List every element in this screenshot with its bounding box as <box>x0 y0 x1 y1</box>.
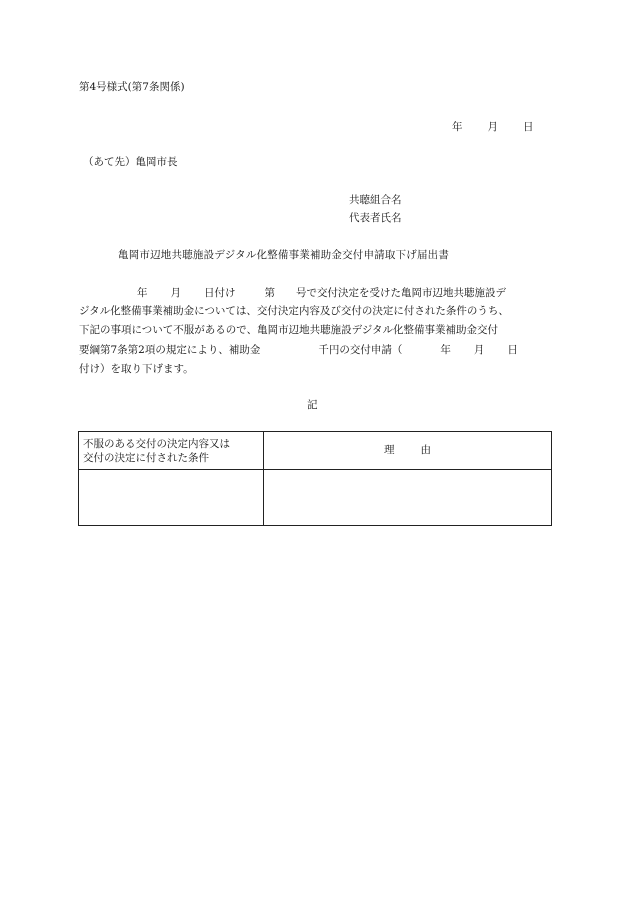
body-line-4-day: 日 <box>507 344 518 356</box>
date-year: 年 <box>452 121 463 133</box>
body-line-4-part1: 要綱第7条第2項の規定により、補助金 <box>79 344 261 356</box>
date-day: 日 <box>523 121 534 133</box>
header-objection-line2: 交付の決定に付された条件 <box>83 451 209 464</box>
body-number-prefix: 第 <box>264 287 275 299</box>
table-header-row <box>79 432 552 470</box>
header-reason-2: 由 <box>420 444 431 457</box>
body-line-4 <box>79 345 518 356</box>
header-objection-cell <box>79 432 264 470</box>
objection-input-cell[interactable] <box>79 470 264 526</box>
ki-heading: 記 <box>307 399 318 411</box>
body-line-4-month: 月 <box>473 344 485 356</box>
table-row <box>79 470 552 526</box>
body-line-1-rest: 号で交付決定を受けた亀岡市辺地共聴施設デ <box>296 287 506 299</box>
document-title: 亀岡市辺地共聴施設デジタル化整備事業補助金交付申請取下げ届出書 <box>118 249 450 261</box>
body-line-4-year: 年 <box>440 344 451 356</box>
header-reason-cell <box>264 432 552 470</box>
body-month: 月 <box>170 287 181 299</box>
body-year: 年 <box>137 287 148 299</box>
body-line-1 <box>79 288 506 299</box>
addressee: （あて先）亀岡市長 <box>83 156 178 168</box>
header-reason-1: 理 <box>384 444 395 457</box>
date-month: 月 <box>487 121 498 133</box>
reason-input-cell[interactable] <box>264 470 552 526</box>
body-line-4-part2: 千円の交付申請（ <box>318 344 403 356</box>
reason-table <box>78 431 552 526</box>
form-number: 第4号様式(第7条関係) <box>79 81 185 93</box>
body-line-3: 下記の事項について不服があるので、亀岡市辺地共聴施設デジタル化整備事業補助金交付 <box>79 324 498 336</box>
date-line <box>452 122 534 133</box>
organization-label: 共聴組合名 <box>349 194 402 206</box>
header-objection-line1: 不服のある交付の決定内容又は <box>83 437 230 450</box>
body-line-2: ジタル化整備事業補助金については、交付決定内容及び交付の決定に付された条件のうち、 <box>79 305 509 317</box>
representative-label: 代表者氏名 <box>349 212 402 224</box>
body-line-5: 付け）を取り下げます。 <box>79 363 194 375</box>
body-day-dated: 日付け <box>204 287 236 299</box>
